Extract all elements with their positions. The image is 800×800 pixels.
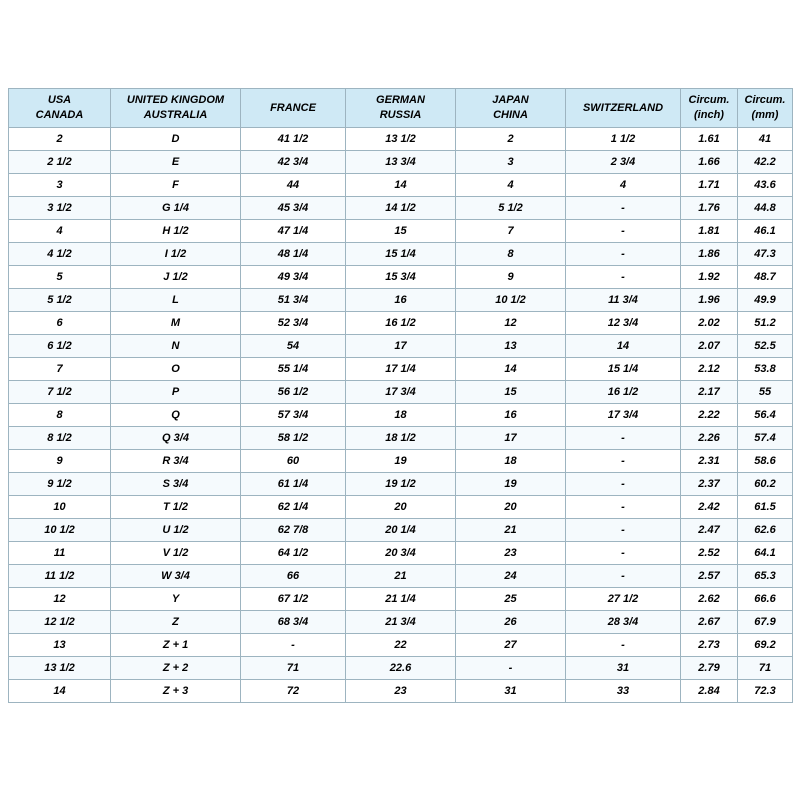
table-row xyxy=(9,519,793,542)
table-cell: 2.73 xyxy=(681,634,738,657)
table-row xyxy=(9,680,793,703)
column-header: SWITZERLAND xyxy=(566,89,681,128)
table-cell: 4 xyxy=(566,174,681,197)
table-row xyxy=(9,611,793,634)
table-cell: - xyxy=(566,220,681,243)
table-cell: 1.86 xyxy=(681,243,738,266)
table-cell: Q 3/4 xyxy=(111,427,241,450)
table-cell: 3 xyxy=(9,174,111,197)
table-cell: 17 xyxy=(456,427,566,450)
table-cell: 14 xyxy=(346,174,456,197)
table-cell: 47 1/4 xyxy=(241,220,346,243)
table-cell: 18 xyxy=(346,404,456,427)
table-cell: 12 3/4 xyxy=(566,312,681,335)
table-cell: 20 xyxy=(346,496,456,519)
table-cell: 14 xyxy=(566,335,681,358)
table-cell: 2.02 xyxy=(681,312,738,335)
table-cell: W 3/4 xyxy=(111,565,241,588)
table-row xyxy=(9,450,793,473)
table-cell: 52.5 xyxy=(738,335,793,358)
table-cell: Z xyxy=(111,611,241,634)
table-cell: 5 xyxy=(9,266,111,289)
column-header: USA CANADA xyxy=(9,89,111,128)
table-cell: 51.2 xyxy=(738,312,793,335)
table-cell: 19 xyxy=(456,473,566,496)
table-cell: Z + 1 xyxy=(111,634,241,657)
table-cell: 41 xyxy=(738,128,793,151)
column-header: UNITED KINGDOM AUSTRALIA xyxy=(111,89,241,128)
table-cell: 1.61 xyxy=(681,128,738,151)
table-cell: 42.2 xyxy=(738,151,793,174)
table-cell: 18 xyxy=(456,450,566,473)
table-cell: 1.76 xyxy=(681,197,738,220)
table-cell: 7 1/2 xyxy=(9,381,111,404)
table-cell: T 1/2 xyxy=(111,496,241,519)
table-cell: 57.4 xyxy=(738,427,793,450)
table-cell: 3 1/2 xyxy=(9,197,111,220)
table-cell: 5 1/2 xyxy=(9,289,111,312)
table-cell: 9 xyxy=(9,450,111,473)
table-cell: - xyxy=(566,496,681,519)
table-cell: 13 1/2 xyxy=(346,128,456,151)
table-cell: 69.2 xyxy=(738,634,793,657)
table-cell: 27 xyxy=(456,634,566,657)
table-row xyxy=(9,197,793,220)
table-cell: 21 xyxy=(346,565,456,588)
table-cell: 22 xyxy=(346,634,456,657)
table-row xyxy=(9,335,793,358)
table-cell: 25 xyxy=(456,588,566,611)
table-cell: 12 xyxy=(456,312,566,335)
table-cell: 1.71 xyxy=(681,174,738,197)
table-cell: 51 3/4 xyxy=(241,289,346,312)
table-cell: - xyxy=(566,565,681,588)
table-cell: 2.79 xyxy=(681,657,738,680)
table-cell: 53.8 xyxy=(738,358,793,381)
column-header: Circum. (mm) xyxy=(738,89,793,128)
table-cell: - xyxy=(566,427,681,450)
table-cell: 2.22 xyxy=(681,404,738,427)
table-cell: 61 1/4 xyxy=(241,473,346,496)
table-cell: 1.66 xyxy=(681,151,738,174)
table-row xyxy=(9,565,793,588)
table-cell: 10 1/2 xyxy=(9,519,111,542)
table-row xyxy=(9,381,793,404)
table-cell: 62 1/4 xyxy=(241,496,346,519)
table-cell: 14 xyxy=(9,680,111,703)
table-cell: 15 1/4 xyxy=(566,358,681,381)
table-cell: L xyxy=(111,289,241,312)
table-cell: - xyxy=(566,634,681,657)
table-cell: 6 xyxy=(9,312,111,335)
table-cell: 13 3/4 xyxy=(346,151,456,174)
table-cell: - xyxy=(566,473,681,496)
table-cell: 9 xyxy=(456,266,566,289)
table-cell: J 1/2 xyxy=(111,266,241,289)
table-cell: 1.96 xyxy=(681,289,738,312)
table-cell: 31 xyxy=(566,657,681,680)
table-cell: 17 3/4 xyxy=(566,404,681,427)
column-header: GERMAN RUSSIA xyxy=(346,89,456,128)
table-cell: 56.4 xyxy=(738,404,793,427)
table-cell: Z + 2 xyxy=(111,657,241,680)
table-cell: P xyxy=(111,381,241,404)
table-cell: 17 xyxy=(346,335,456,358)
table-cell: 55 xyxy=(738,381,793,404)
table-cell: 13 xyxy=(9,634,111,657)
table-cell: 11 xyxy=(9,542,111,565)
table-cell: 2.17 xyxy=(681,381,738,404)
table-cell: 5 1/2 xyxy=(456,197,566,220)
table-cell: 2.67 xyxy=(681,611,738,634)
table-cell: 8 xyxy=(9,404,111,427)
table-cell: E xyxy=(111,151,241,174)
table-cell: 16 xyxy=(346,289,456,312)
table-cell: 12 1/2 xyxy=(9,611,111,634)
table-cell: S 3/4 xyxy=(111,473,241,496)
table-row xyxy=(9,243,793,266)
table-cell: 2 1/2 xyxy=(9,151,111,174)
table-cell: 14 1/2 xyxy=(346,197,456,220)
table-cell: - xyxy=(566,197,681,220)
table-cell: 2.57 xyxy=(681,565,738,588)
table-cell: 9 1/2 xyxy=(9,473,111,496)
table-cell: 48.7 xyxy=(738,266,793,289)
table-row xyxy=(9,174,793,197)
table-row xyxy=(9,404,793,427)
table-cell: - xyxy=(456,657,566,680)
table-cell: 28 3/4 xyxy=(566,611,681,634)
table-cell: 11 3/4 xyxy=(566,289,681,312)
table-cell: 21 1/4 xyxy=(346,588,456,611)
table-cell: 2.12 xyxy=(681,358,738,381)
table-row xyxy=(9,657,793,680)
table-cell: 11 1/2 xyxy=(9,565,111,588)
table-cell: 15 1/4 xyxy=(346,243,456,266)
table-cell: 68 3/4 xyxy=(241,611,346,634)
table-row xyxy=(9,588,793,611)
table-cell: 54 xyxy=(241,335,346,358)
table-row xyxy=(9,151,793,174)
table-cell: 7 xyxy=(456,220,566,243)
table-cell: 62.6 xyxy=(738,519,793,542)
table-cell: 7 xyxy=(9,358,111,381)
table-cell: 18 1/2 xyxy=(346,427,456,450)
table-cell: 20 1/4 xyxy=(346,519,456,542)
table-cell: 2.47 xyxy=(681,519,738,542)
table-cell: 31 xyxy=(456,680,566,703)
table-cell: 2.26 xyxy=(681,427,738,450)
table-cell: 4 xyxy=(9,220,111,243)
table-cell: 21 xyxy=(456,519,566,542)
column-header: JAPAN CHINA xyxy=(456,89,566,128)
column-header: Circum. (inch) xyxy=(681,89,738,128)
table-cell: 2 xyxy=(456,128,566,151)
table-cell: 22.6 xyxy=(346,657,456,680)
table-cell: 60.2 xyxy=(738,473,793,496)
table-cell: - xyxy=(566,450,681,473)
table-cell: I 1/2 xyxy=(111,243,241,266)
table-cell: 65.3 xyxy=(738,565,793,588)
table-cell: 2.31 xyxy=(681,450,738,473)
table-cell: - xyxy=(566,519,681,542)
table-cell: 43.6 xyxy=(738,174,793,197)
table-cell: U 1/2 xyxy=(111,519,241,542)
table-cell: 10 xyxy=(9,496,111,519)
table-cell: 2 xyxy=(9,128,111,151)
table-cell: 12 xyxy=(9,588,111,611)
table-cell: 15 xyxy=(456,381,566,404)
table-cell: 14 xyxy=(456,358,566,381)
table-cell: - xyxy=(566,542,681,565)
table-row xyxy=(9,427,793,450)
table-cell: 67.9 xyxy=(738,611,793,634)
table-cell: 2.42 xyxy=(681,496,738,519)
table-cell: 15 3/4 xyxy=(346,266,456,289)
table-row xyxy=(9,634,793,657)
ring-size-conversion-table xyxy=(8,88,793,703)
table-cell: V 1/2 xyxy=(111,542,241,565)
table-row xyxy=(9,220,793,243)
table-cell: 3 xyxy=(456,151,566,174)
table-cell: 27 1/2 xyxy=(566,588,681,611)
table-cell: 17 1/4 xyxy=(346,358,456,381)
table-cell: M xyxy=(111,312,241,335)
table-cell: 62 7/8 xyxy=(241,519,346,542)
table-cell: 64 1/2 xyxy=(241,542,346,565)
table-cell: 26 xyxy=(456,611,566,634)
table-cell: 20 xyxy=(456,496,566,519)
table-cell: 58 1/2 xyxy=(241,427,346,450)
table-cell: 13 1/2 xyxy=(9,657,111,680)
table-cell: - xyxy=(241,634,346,657)
table-cell: 16 1/2 xyxy=(346,312,456,335)
table-cell: 44.8 xyxy=(738,197,793,220)
table-cell: 23 xyxy=(346,680,456,703)
table-cell: G 1/4 xyxy=(111,197,241,220)
table-cell: Q xyxy=(111,404,241,427)
table-cell: 21 3/4 xyxy=(346,611,456,634)
table-cell: - xyxy=(566,266,681,289)
table-cell: 72 xyxy=(241,680,346,703)
table-cell: 2.52 xyxy=(681,542,738,565)
table-row xyxy=(9,496,793,519)
table-cell: R 3/4 xyxy=(111,450,241,473)
table-cell: - xyxy=(566,243,681,266)
table-cell: 44 xyxy=(241,174,346,197)
table-cell: 1 1/2 xyxy=(566,128,681,151)
table-cell: 64.1 xyxy=(738,542,793,565)
table-cell: 58.6 xyxy=(738,450,793,473)
table-cell: 49.9 xyxy=(738,289,793,312)
table-cell: N xyxy=(111,335,241,358)
table-cell: 23 xyxy=(456,542,566,565)
table-cell: 48 1/4 xyxy=(241,243,346,266)
header-row xyxy=(9,89,793,128)
table-cell: 2.84 xyxy=(681,680,738,703)
table-cell: 6 1/2 xyxy=(9,335,111,358)
table-cell: 67 1/2 xyxy=(241,588,346,611)
table-cell: 46.1 xyxy=(738,220,793,243)
table-cell: 13 xyxy=(456,335,566,358)
table-cell: 41 1/2 xyxy=(241,128,346,151)
table-row xyxy=(9,542,793,565)
table-row xyxy=(9,358,793,381)
table-row xyxy=(9,312,793,335)
table-cell: F xyxy=(111,174,241,197)
table-cell: 8 xyxy=(456,243,566,266)
table-body xyxy=(9,128,793,703)
table-cell: 2.37 xyxy=(681,473,738,496)
table-cell: 66 xyxy=(241,565,346,588)
table-cell: 72.3 xyxy=(738,680,793,703)
table-cell: 49 3/4 xyxy=(241,266,346,289)
table-cell: 56 1/2 xyxy=(241,381,346,404)
table-cell: 57 3/4 xyxy=(241,404,346,427)
table-cell: 10 1/2 xyxy=(456,289,566,312)
table-cell: 45 3/4 xyxy=(241,197,346,220)
table-cell: 4 1/2 xyxy=(9,243,111,266)
table-cell: 17 3/4 xyxy=(346,381,456,404)
table-cell: 61.5 xyxy=(738,496,793,519)
table-cell: 19 xyxy=(346,450,456,473)
table-cell: 4 xyxy=(456,174,566,197)
table-cell: 1.81 xyxy=(681,220,738,243)
table-cell: O xyxy=(111,358,241,381)
table-cell: 33 xyxy=(566,680,681,703)
table-cell: 2 3/4 xyxy=(566,151,681,174)
table-cell: Y xyxy=(111,588,241,611)
table-cell: 66.6 xyxy=(738,588,793,611)
table-cell: 16 xyxy=(456,404,566,427)
table-cell: 8 1/2 xyxy=(9,427,111,450)
table-cell: 47.3 xyxy=(738,243,793,266)
column-header: FRANCE xyxy=(241,89,346,128)
table-cell: 1.92 xyxy=(681,266,738,289)
table-cell: 20 3/4 xyxy=(346,542,456,565)
table-row xyxy=(9,473,793,496)
table-cell: 42 3/4 xyxy=(241,151,346,174)
table-row xyxy=(9,266,793,289)
table-row xyxy=(9,128,793,151)
table-cell: 2.62 xyxy=(681,588,738,611)
table-cell: 60 xyxy=(241,450,346,473)
table-cell: 55 1/4 xyxy=(241,358,346,381)
table-head xyxy=(9,89,793,128)
table-row xyxy=(9,289,793,312)
table-cell: 24 xyxy=(456,565,566,588)
table-cell: 15 xyxy=(346,220,456,243)
table-cell: 71 xyxy=(241,657,346,680)
table-cell: 16 1/2 xyxy=(566,381,681,404)
table-cell: D xyxy=(111,128,241,151)
table-cell: 2.07 xyxy=(681,335,738,358)
table-cell: 52 3/4 xyxy=(241,312,346,335)
table-cell: Z + 3 xyxy=(111,680,241,703)
table-cell: 19 1/2 xyxy=(346,473,456,496)
table-cell: 71 xyxy=(738,657,793,680)
table-cell: H 1/2 xyxy=(111,220,241,243)
